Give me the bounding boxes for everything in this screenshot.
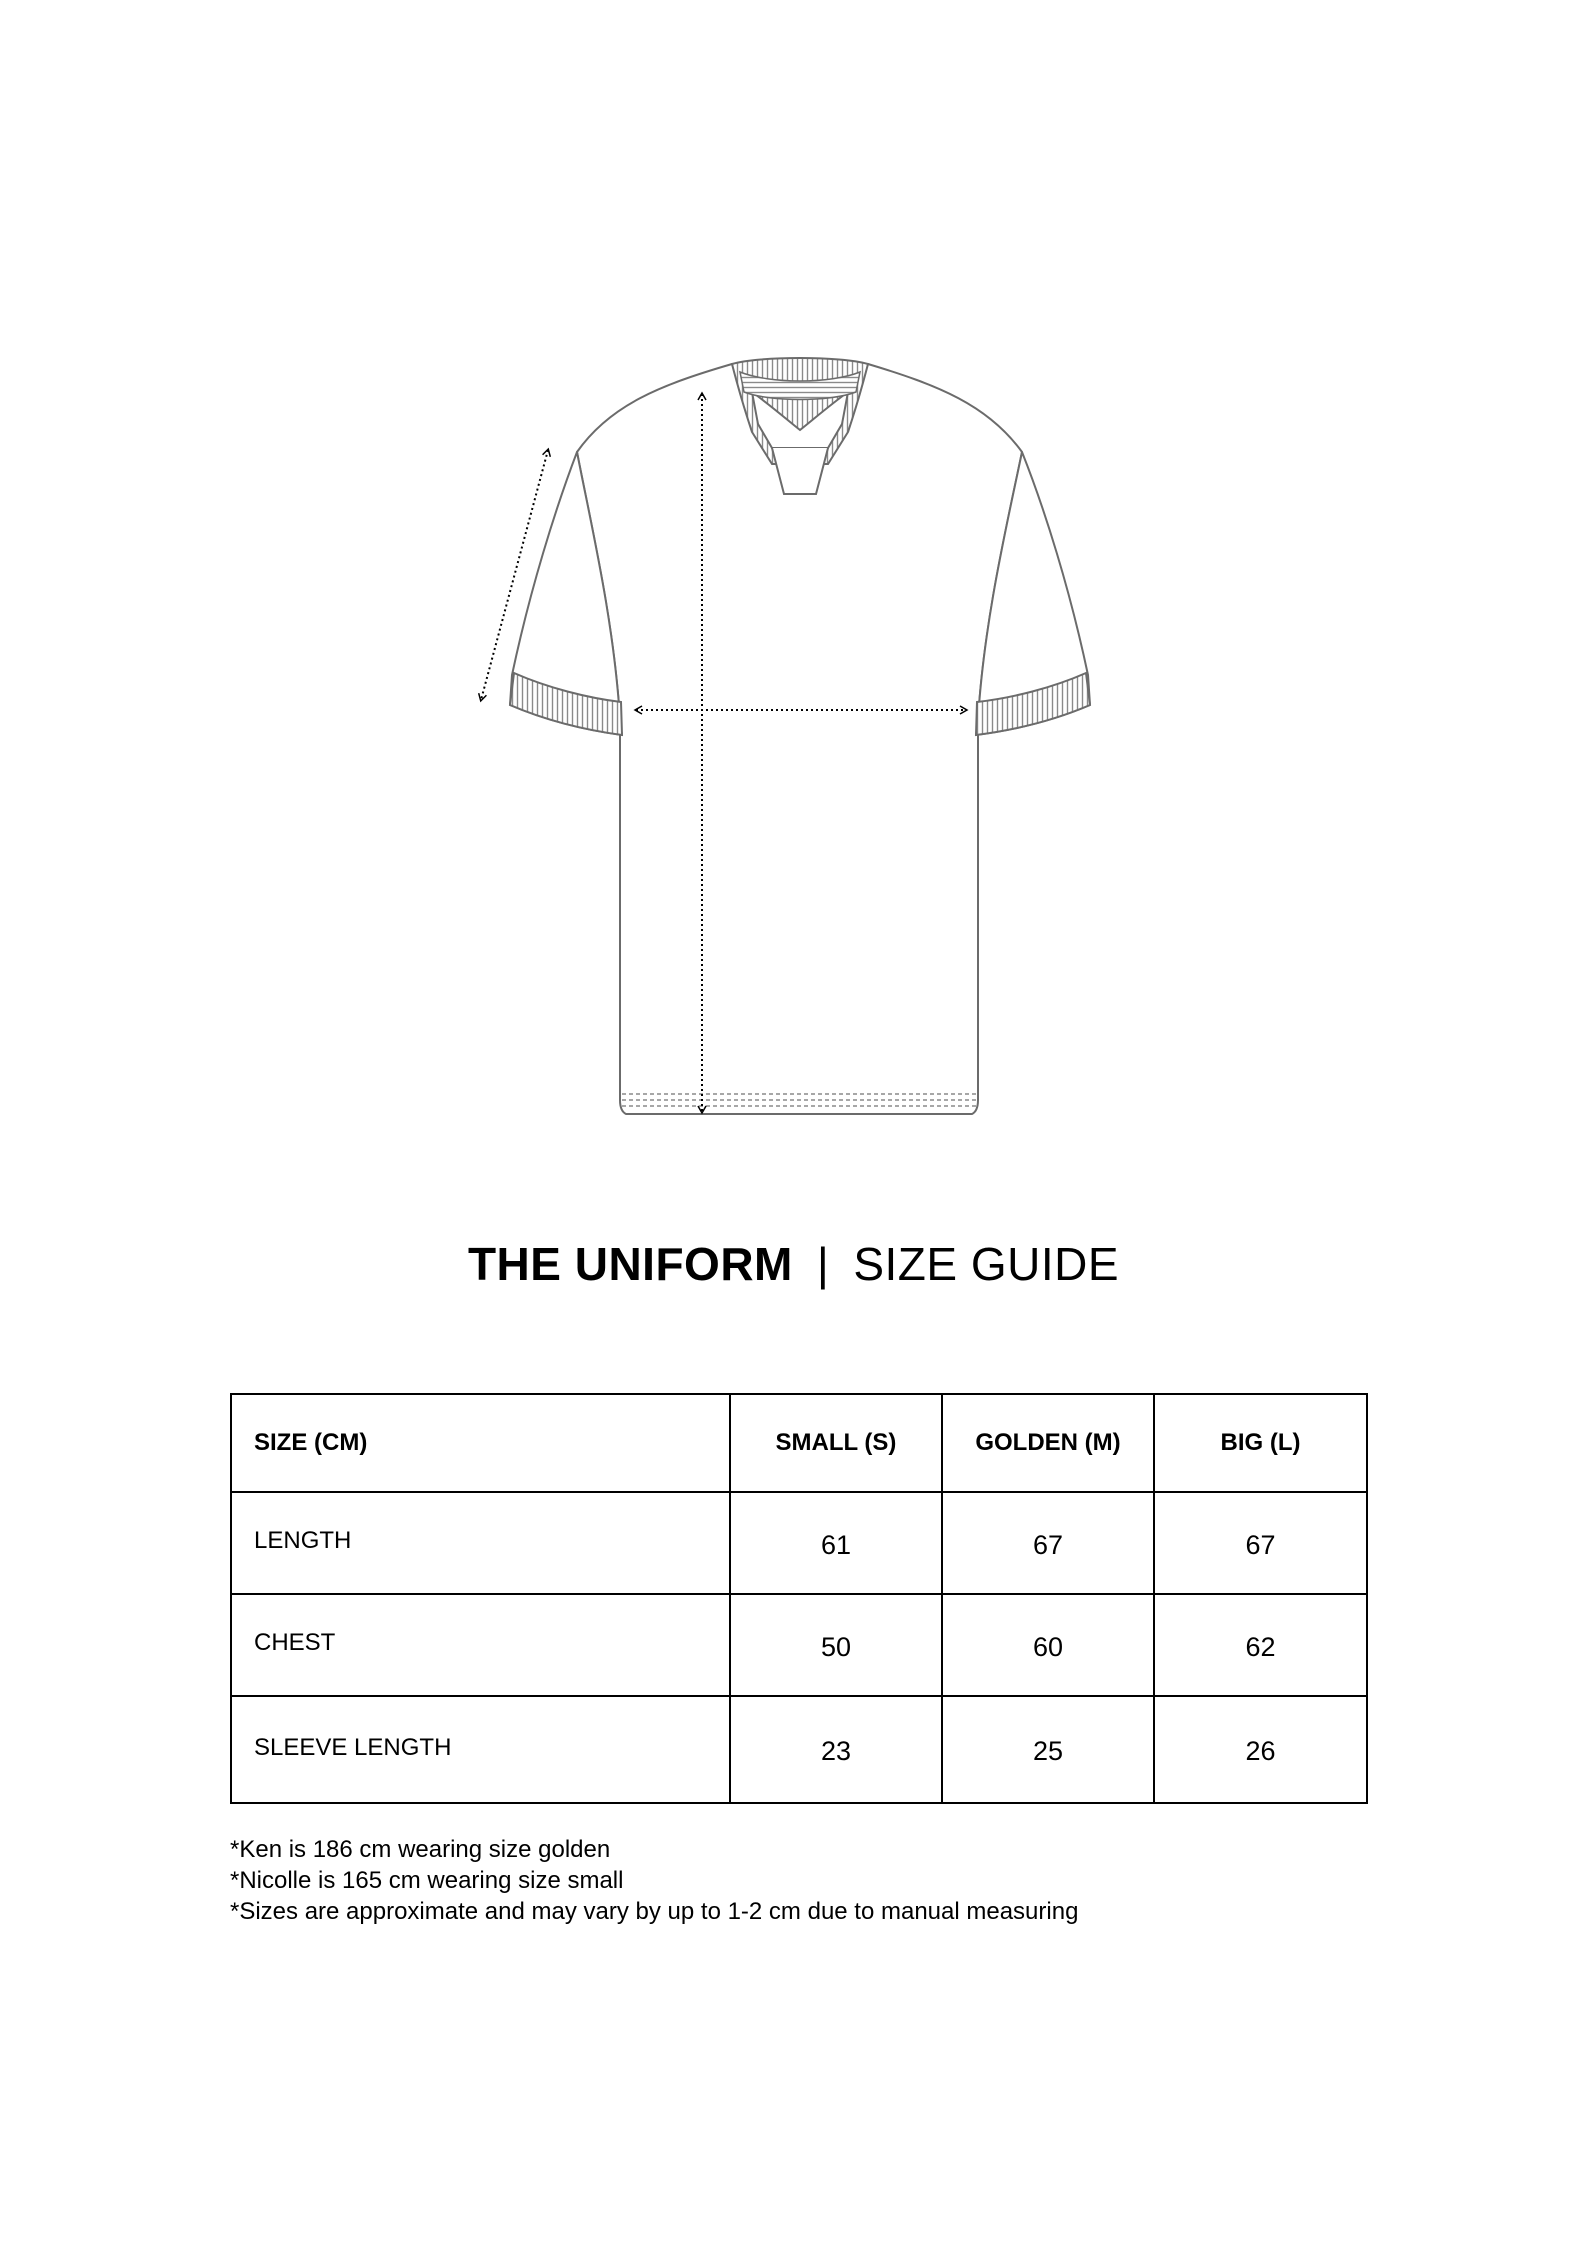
cell-value: 25 [942,1696,1154,1803]
header-small: SMALL (S) [730,1394,942,1492]
cell-value: 60 [942,1594,1154,1696]
header-golden: GOLDEN (M) [942,1394,1154,1492]
table-header-row [231,1394,1367,1492]
footnote: *Nicolle is 165 cm wearing size small [230,1867,624,1894]
size-table [230,1393,1368,1804]
table-row [231,1492,1367,1594]
cell-value: 61 [730,1492,942,1594]
table-row [231,1594,1367,1696]
table-row [231,1696,1367,1803]
cell-value: 67 [942,1492,1154,1594]
title-subtitle: SIZE GUIDE [853,1238,1120,1290]
cell-value: 62 [1154,1594,1367,1696]
footnote: *Sizes are approximate and may vary by up to 1-2 cm due to manual measuring [230,1898,1079,1925]
cell-value: 50 [730,1594,942,1696]
row-label: SLEEVE LENGTH [231,1696,730,1803]
product-name: THE UNIFORM [467,1238,793,1290]
header-size-cm: SIZE (CM) [231,1394,730,1492]
row-label: CHEST [231,1594,730,1696]
row-label: LENGTH [231,1492,730,1594]
page-title [0,1236,1587,1292]
footnote: *Ken is 186 cm wearing size golden [230,1836,611,1863]
cell-value: 67 [1154,1492,1367,1594]
header-big: BIG (L) [1154,1394,1367,1492]
cell-value: 26 [1154,1696,1367,1803]
cell-value: 23 [730,1696,942,1803]
title-separator: | [816,1238,830,1290]
footnotes [230,1834,1078,1927]
